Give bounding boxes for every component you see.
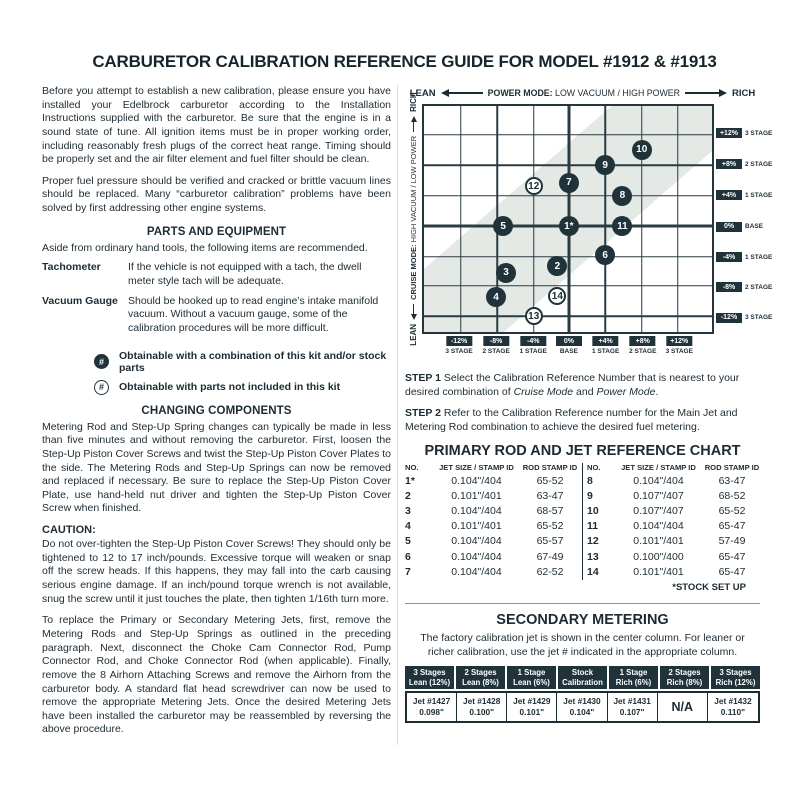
legend-text: Obtainable with a combination of this kit and/or stock parts [119,349,387,374]
grid-line-vertical [533,106,535,332]
step-text: Select the Calibration Reference Number that is nearest to your desired combination of [405,372,740,398]
table-row [405,474,578,489]
table-row [587,474,760,489]
stage-text: 1 STAGE [745,191,773,199]
cell-rod: 67-49 [536,550,564,563]
step-label: STEP 2 [405,407,444,420]
secondary-header-cell [660,666,709,689]
cell-jet: 0.101"/401 [633,565,684,578]
cell-rod: 65-52 [536,520,564,533]
step-text: . [655,385,659,398]
cruise-stage-label [716,128,772,138]
header-line-1: 3 Stages [719,668,752,678]
percent-badge: -4% [716,252,742,262]
chart-point-4: 4 [486,287,506,307]
cruise-mode-bold: CRUISE MODE: [409,244,418,300]
grid-line-horizontal [424,315,712,317]
jet-number: Jet #1431 [613,696,651,707]
header-line-2: Rich (12%) [715,677,756,687]
secondary-metering-heading: SECONDARY METERING [496,612,669,629]
percent-badge: -12% [446,336,472,346]
percent-badge: -4% [520,336,546,346]
cell-rod: 57-49 [718,535,746,548]
header-line-1: 1 Stage [619,668,648,678]
axis-rich-label: RICH [732,87,756,99]
cell-no: 9 [587,489,593,502]
primary-table-header-row [587,463,760,472]
percent-badge: 0% [716,222,742,232]
cell-rod: 65-52 [718,505,746,517]
jet-number: Jet #1427 [412,696,451,707]
cruise-mode-axis-inner [405,92,422,346]
table-row [405,489,578,504]
header-line-2: Lean (6%) [513,677,550,687]
step-text: Cruise Mode [513,385,574,398]
chart-point-12: 12 [525,177,543,195]
header-line-1: 1 Stage [517,668,546,678]
power-mode-desc: LOW VACUUM / HIGH POWER [552,88,681,98]
cell-jet: 0.104"/404 [633,474,684,487]
table-row [405,504,578,519]
cell-rod: 63-47 [718,474,746,487]
equipment-item [42,261,391,288]
jet-size: 0.101" [519,706,545,717]
header-line-1: 2 Stages [464,668,497,678]
secondary-value-cell [507,693,557,721]
cell-jet: 0.104"/404 [451,474,502,487]
table-row [587,550,760,565]
stock-setup-footnote: *STOCK SET UP [672,582,746,594]
cruise-stage-label [716,159,772,169]
percent-badge: +12% [666,336,692,346]
grid-line-vertical [604,106,606,332]
cell-jet: 0.107"/407 [633,505,684,517]
power-mode-text [488,88,680,98]
cruise-stage-label [716,222,763,232]
secondary-header-cell [456,666,505,689]
table-row [587,534,760,549]
percent-badge: +4% [716,190,742,200]
stage-text: BASE [559,348,578,355]
jet-size: 0.098" [419,706,444,717]
primary-table-half [405,463,583,581]
cell-no: 1* [405,474,415,487]
stage-text: 2 STAGE [745,283,773,291]
header-line-1: 2 Stages [668,668,701,678]
cell-no: 11 [587,520,599,533]
chart-point-6: 6 [595,245,615,265]
cell-rod: 65-47 [718,550,746,563]
header-line-1: Stock [571,668,594,678]
secondary-header-cell [609,666,658,689]
grid-line-vertical [677,106,679,332]
arrow-left-icon [411,304,417,320]
legend-item [94,350,391,374]
cell-rod: 68-52 [718,489,746,502]
secondary-header-cell [711,666,760,689]
column-header: JET SIZE / STAMP ID [621,462,696,472]
stage-text: 2 STAGE [482,348,510,355]
grid-line-vertical [460,106,462,332]
chart-point-5: 5 [493,216,513,236]
chart-point-9: 9 [595,155,615,175]
cell-no: 13 [587,550,599,563]
cell-rod: 63-47 [536,489,564,502]
header-line-2: Calibration [562,677,603,687]
cruise-stage-label [716,313,772,323]
table-row [587,565,760,580]
chart-point-14: 14 [548,287,566,305]
equipment-description: Should be hooked up to read engine’s intake manifold vacuum. Without a vacuum gauge, some of the calibration procedures will be more difficult. [128,294,379,334]
cruise-mode-text [409,136,418,300]
secondary-table-header [405,666,760,689]
secondary-header-cell [558,666,607,689]
percent-badge: +8% [716,159,742,169]
percent-badge: -12% [716,313,742,323]
intro-paragraph-2: Proper fuel pressure should be verified and cracked or brittle vacuum lines should be replaced. Many “carburetor calibration” problems have been solved by first addressing other engine systems. [42,174,391,215]
stage-text: 3 STAGE [665,348,693,355]
secondary-metering-description: The factory calibration jet is shown in the center column. For leaner or richer calibration, use the jet # indicated in the appropriate column. [420,632,745,658]
step-2 [405,407,760,434]
cruise-stage-label [716,252,772,262]
power-stage-label [482,336,509,355]
jet-number: Jet #1428 [463,696,501,707]
cell-no: 2 [405,489,411,502]
column-header: ROD STAMP ID [704,462,760,472]
grid-line-horizontal [424,256,712,258]
arrow-right-icon [411,116,417,132]
cell-rod: 65-57 [536,535,564,548]
grid-line-horizontal [424,285,712,287]
intro-paragraph-1: Before you attempt to establish a new calibration, please ensure you have installed your Edelbrock carburetor according to the Installation Instructions supplied with the carburetor. Be sure that the engine is in a sound state of tune. All ignition items must be in proper working order, including reasonably fresh plugs of the correct heat range. Timing should be properly set and the air filter element and fuel filter should be clean. [42,85,391,166]
header-line-2: Lean (12%) [408,677,451,687]
secondary-value-cell [457,693,507,721]
table-row [405,565,578,580]
step-text: and [573,385,597,398]
changing-components-paragraph: Metering Rod and Step-Up Spring changes can typically be made in less than five minutes and without removing the carburetor. First, loosen the Step-Up Piston Cover Screws and twist the Step-Up Piston Cover Plates to the side. The Metering Rods and Step-Up Springs can now be removed and replaced if necessary. Be sure to replace the Step-Up Piston Cover Plate, use hand-held nut driver and tighten the Step-Up Piston Cover Screw when finished. [42,420,391,515]
stage-text: 3 STAGE [745,129,773,137]
percent-badge: -8% [483,336,509,346]
cell-no: 8 [587,474,593,487]
cell-jet: 0.101"/401 [633,535,684,548]
right-column [398,85,773,745]
percent-badge: +8% [630,336,656,346]
cell-jet: 0.104"/404 [633,520,684,533]
stage-text: BASE [745,223,764,231]
column-header: NO. [405,462,419,472]
axis-lean-label: LEAN [409,87,436,99]
cell-no: 4 [405,520,411,533]
column-header: JET SIZE / STAMP ID [439,462,514,472]
percent-badge: -8% [716,282,742,292]
cell-jet: 0.101"/401 [451,520,502,533]
grid-line-horizontal [424,195,712,197]
primary-chart-title: PRIMARY ROD AND JET REFERENCE CHART [424,442,741,459]
power-stage-label [520,336,547,355]
table-row [405,534,578,549]
secondary-table-values [405,691,760,723]
cruise-stage-label [716,282,772,292]
header-line-2: Rich (8%) [666,677,703,687]
cell-no: 5 [405,535,411,548]
jet-size: 0.100" [469,706,495,717]
axis-rich-label: RICH [409,92,418,112]
calibration-chart-grid [422,104,714,334]
kit-parts-icon: # [94,354,109,369]
secondary-value-cell [608,693,658,721]
cell-rod: 62-52 [536,565,564,578]
table-row [587,489,760,504]
cruise-stage-labels [716,104,773,334]
cell-jet: 0.107"/407 [633,489,684,502]
power-mode-bold: POWER MODE: [487,88,553,98]
equipment-list [42,261,391,335]
stage-text: 1 STAGE [745,253,773,261]
header-line-1: 3 Stages [413,668,446,678]
cell-jet: 0.101"/401 [451,489,502,502]
power-stage-label [629,336,656,355]
jet-number: N/A [671,699,694,714]
cruise-mode-axis-label [405,92,422,346]
percent-badge: 0% [556,336,582,346]
parts-equipment-intro: Aside from ordinary hand tools, the following items are recommended. [42,241,368,254]
cell-jet: 0.104"/404 [451,550,502,563]
calibration-steps [405,372,760,435]
chart-point-10: 10 [632,140,652,160]
two-column-layout [42,85,773,745]
cell-no: 7 [405,565,411,578]
cell-no: 10 [587,505,599,517]
jet-replacement-paragraph: To replace the Primary or Secondary Metering Jets, first, remove the Metering Rods and Step-Up Springs as outlined in the preceding paragraph. Next, disconnect the Choke Cam Connector Rod, Pump Connector Rod, and Choke Connector Rod (when applicable). Finally, remove the 8 Airhorn Attaching Screws and remove the Airhorn from the carburetor body. A standard flat head screwdriver can now be used to remove the appropriate Metering Jets. Once the desired Metering Jets have been installed the carburetor may be reassembled by reversing the above procedure. [42,614,391,736]
changing-components-heading: CHANGING COMPONENTS [141,404,292,417]
arrow-left-icon [441,89,483,97]
jet-number: Jet #1430 [563,696,601,707]
column-header: ROD STAMP ID [522,462,578,472]
secondary-value-cell [658,693,708,721]
cell-no: 6 [405,550,411,563]
non-kit-parts-icon: # [94,380,109,395]
secondary-value-cell [708,693,758,721]
chart-point-13: 13 [525,307,543,325]
grid-line-horizontal [424,134,712,136]
cruise-stage-label [716,190,772,200]
arrow-right-icon [685,89,727,97]
secondary-value-cell [557,693,607,721]
cruise-mode-desc: HIGH VACUUM / LOW POWER [409,135,418,245]
secondary-header-cell [405,666,454,689]
page-title: CARBURETOR CALIBRATION REFERENCE GUIDE FOR MODEL #1912 & #1913 [92,52,717,71]
jet-size: 0.107" [619,706,645,717]
chart-point-8: 8 [612,186,632,206]
stage-text: 3 STAGE [745,314,773,322]
power-stage-label [592,336,619,355]
chart-point-3: 3 [496,263,516,283]
header-line-2: Rich (6%) [615,677,652,687]
chart-point-1*: 1* [559,216,579,236]
cell-rod: 65-52 [536,474,564,487]
left-column [42,85,398,745]
section-divider [405,603,760,604]
power-stage-label [666,336,693,355]
legend-item [94,380,391,395]
cell-jet: 0.104"/404 [451,565,502,578]
step-text: Power Mode [596,385,656,398]
table-row [587,519,760,534]
power-stage-label [445,336,472,355]
jet-size: 0.104" [569,706,595,717]
cell-rod: 68-57 [536,505,564,517]
secondary-value-cell [407,693,457,721]
table-row [587,504,760,519]
percent-badge: +4% [593,336,619,346]
caution-paragraph: Do not over-tighten the Step-Up Piston Cover Screws! They should only be tightened to 12 to 17 inch/pounds. Excessive torque will weaken or snap off the screw heads. If this happens, they may fall into the carb causing serious engine damage. If an inch/pound torque wrench is not available, snug the screw until it just touches the plate, then tighten 1/16th turn more. [42,538,391,605]
primary-table-half [587,463,760,581]
cell-no: 14 [587,565,599,578]
chart-point-2: 2 [547,256,567,276]
chart-point-7: 7 [559,173,579,193]
stage-text: 2 STAGE [629,348,657,355]
jet-number: Jet #1429 [513,696,551,707]
stage-text: 2 STAGE [745,160,773,168]
column-header: NO. [587,462,601,472]
step-text: Refer to the Calibration Reference number for the Main Jet and Metering Rod combination to achieve the desired fuel metering. [405,407,738,433]
equipment-term: Vacuum Gauge [42,294,118,307]
jet-size: 0.110" [720,706,746,717]
header-line-2: Lean (8%) [462,677,499,687]
table-row [405,519,578,534]
jet-number: Jet #1432 [714,696,752,707]
cell-jet: 0.104"/404 [451,535,502,548]
caution-label: CAUTION: [42,524,96,537]
cell-no: 12 [587,535,599,548]
primary-table-header-row [405,463,578,472]
legend-text: Obtainable with parts not included in this kit [119,381,341,394]
equipment-term: Tachometer [42,261,101,274]
cell-rod: 65-47 [718,520,746,533]
cell-jet: 0.100"/400 [633,550,684,563]
cell-jet: 0.104"/404 [451,505,502,517]
step-1 [405,372,760,399]
step-label: STEP 1 [405,372,444,384]
parts-equipment-heading: PARTS AND EQUIPMENT [146,225,287,238]
power-mode-axis-label [405,85,760,101]
percent-badge: +12% [716,128,742,138]
cell-rod: 65-47 [718,565,746,578]
stage-text: 1 STAGE [591,348,620,355]
stage-text: 1 STAGE [519,348,547,355]
secondary-header-cell [507,666,556,689]
grid-line-horizontal [424,165,712,167]
equipment-description: If the vehicle is not equipped with a tach, the dwell meter style tach will be adequate. [128,261,362,288]
axis-lean-label: LEAN [409,323,418,346]
stage-text: 3 STAGE [445,348,473,355]
cell-no: 3 [405,505,411,517]
table-row [405,550,578,565]
symbol-legend [42,350,391,395]
chart-point-11: 11 [612,216,632,236]
equipment-item [42,295,391,336]
primary-rod-jet-table [405,463,760,581]
power-stage-labels [422,334,714,364]
power-stage-label [556,336,582,355]
